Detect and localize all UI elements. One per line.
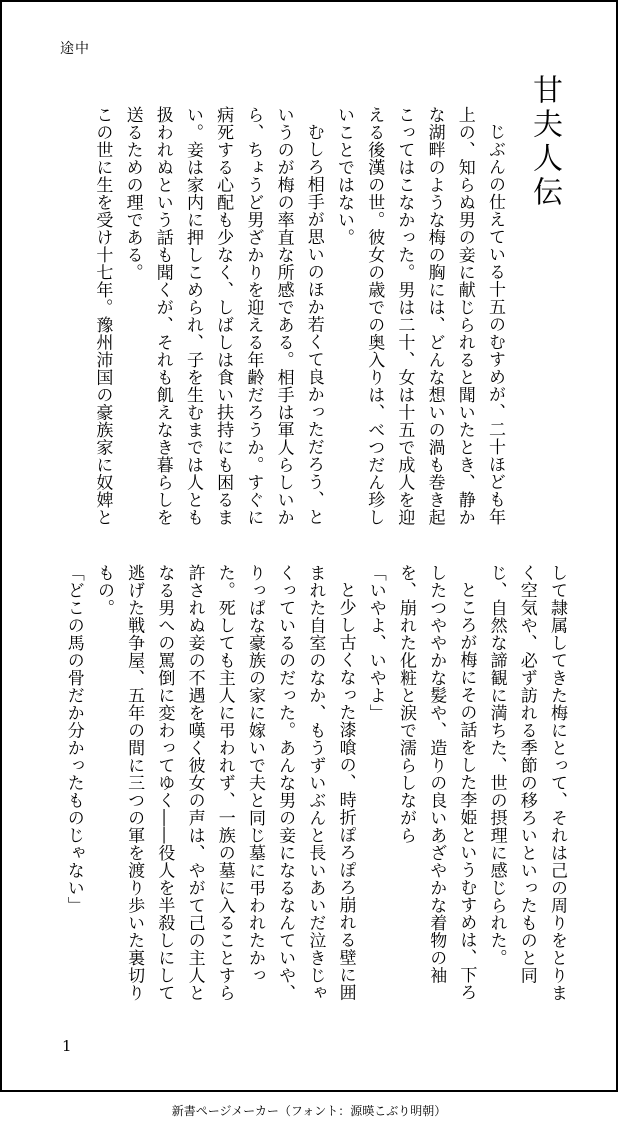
paragraph: じぶんの仕えている十五のむすめが、二十ほども年上の、知らぬ男の妾に献じられると聞いたとき、静かな湖畔のような梅の胸には、どんな想いの渦も巻き起こってはこなかった。男は二十、女は十五で成人を迎える後漢の世。彼女の歳での奥入りは、べつだん珍しいことではない。 [333, 106, 505, 526]
paragraph: ところが梅にその話をした李姫というむすめは、下ろしたつややかな髪や、造りの良いあざやかな着物の袖を、崩れた化粧と涙で濡らしながら [395, 564, 477, 1001]
page-number: 1 [62, 1037, 72, 1055]
text-block-top [87, 106, 510, 536]
chapter-title: 甘夫人伝 [527, 74, 562, 210]
dialogue-line: 「いやよ、いやよ」 [365, 564, 386, 722]
running-header: 途中 [60, 41, 90, 57]
dialogue-line: 「どこの馬の骨だか分かったものじゃない」 [63, 564, 84, 914]
footer-caption: 新書ページメーカー（フォント：源暎こぶり明朝） [171, 1104, 447, 1118]
text-block-bottom [59, 564, 572, 1004]
paragraph: この世に生を受け十七年。豫州沛国の豪族家に奴婢と [92, 106, 113, 526]
paragraph: して隷属してきた梅にとって、それは己の周りをとりまく空気や、必ず訪れる季節の移ろいといったものと同じ、自然な諦観に満ちた、世の摂理に感じられた。 [486, 564, 567, 1002]
paragraph: と少し古くなった漆喰の、時折ぽろぽろ崩れる壁に囲まれた自室のなか、もうずいぶんと長いあいだ泣きじゃくっているのだった。あんな男の妾になるなんていや、りっぱな豪族の家に嫁いで夫と同じ墓に弔われたかった。死しても主人に弔われず、一族の墓に入ることすら許されぬ妾の不遇を嘆く彼女の声は、やがて己の主人となる男への罵倒に変わってゆく――役人を半殺しにして逃げた戦争屋、五年の間に三つの軍を渡り歩いた裏切りもの。 [93, 564, 356, 1002]
paragraph: むしろ相手が思いのほか若くて良かっただろう、というのが梅の率直な所感である。相手は軍人らしいから、ちょうど男ざかりを迎える年齢だろうか。すぐに病死する心配も少なく、しばしは食い扶持にも困るまい。妾は家内に押しこめられ、子を生むまでは人とも扱われぬという話も聞くが、それも飢えなき暮らしを送るための理である。 [122, 106, 324, 526]
